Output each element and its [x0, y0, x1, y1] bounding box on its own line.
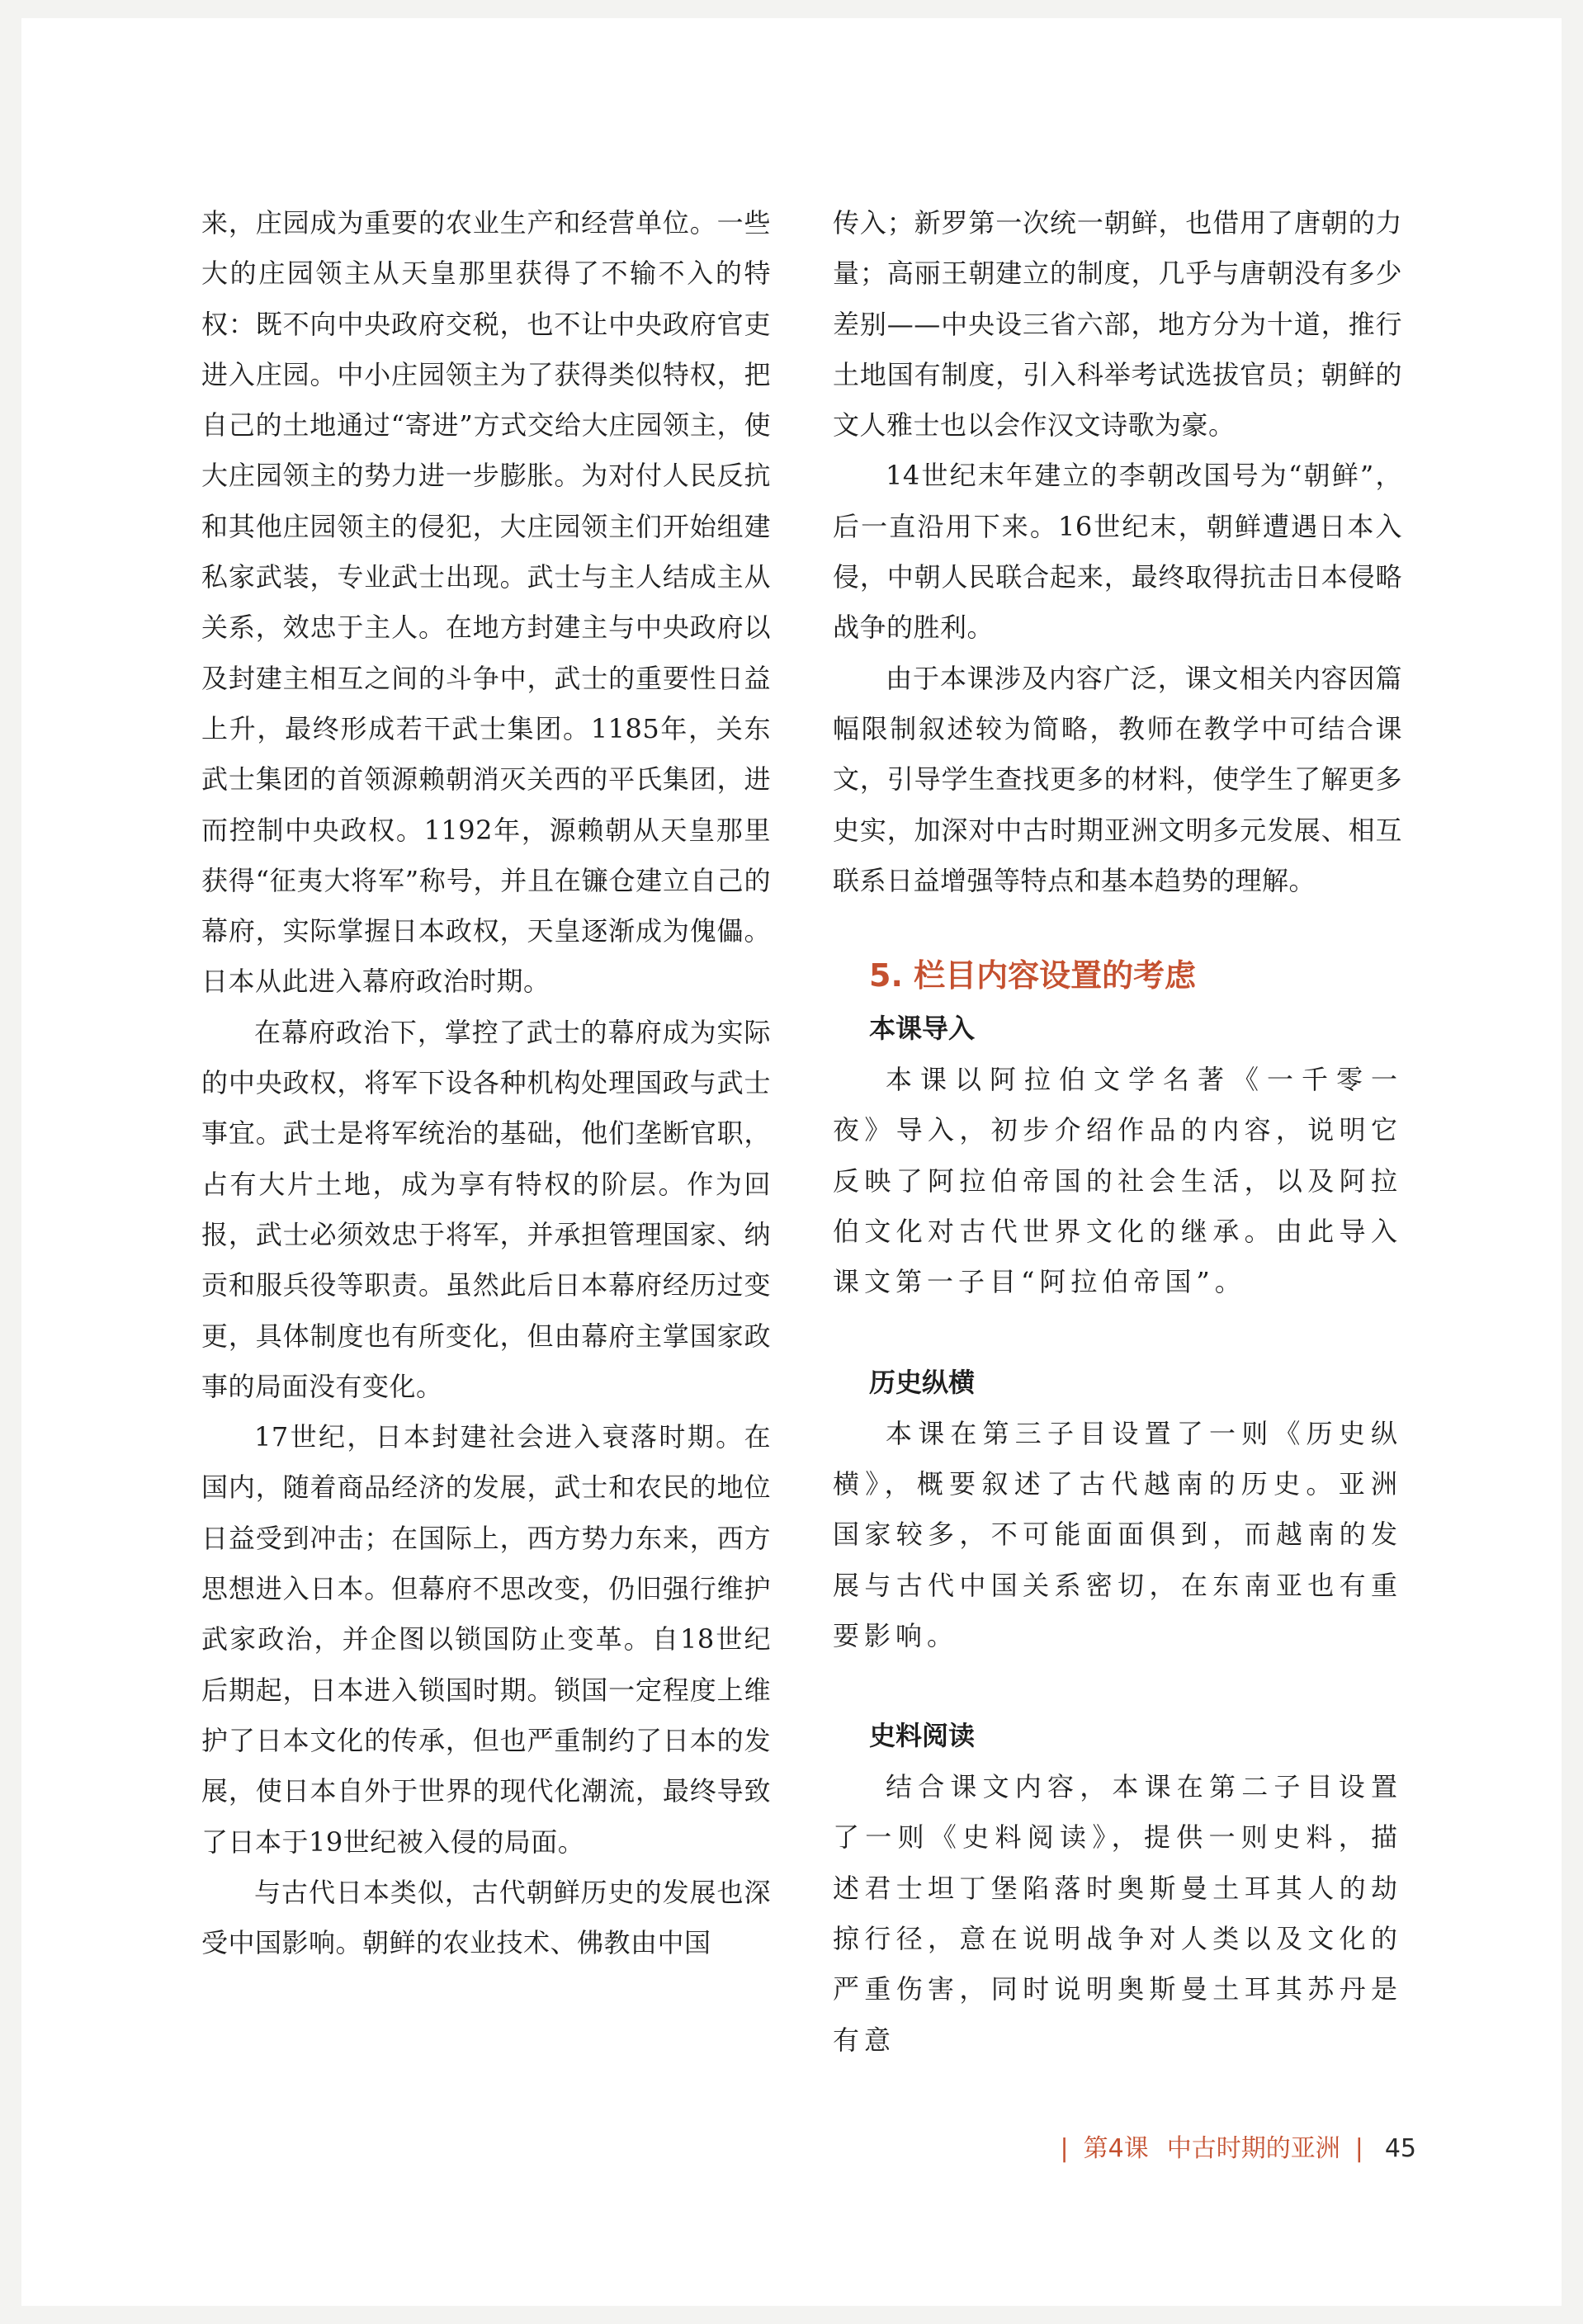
page-footer — [1046, 2133, 1417, 2166]
subsection-text-sources: 结合课文内容，本课在第二子目设置了一则《史料阅读》，提供一则史料，描述君士坦丁堡陷落时奥斯曼土耳其人的劫掠行径，意在说明战争对人类以及文化的严重伤害，同时说明奥斯曼土耳其苏丹是有意 — [833, 1771, 1402, 2056]
right-paragraph-1: 传入；新罗第一次统一朝鲜，也借用了唐朝的力量；高丽王朝建立的制度，几乎与唐朝没有多少差别——中央设三省六部，地方分为十道，推行土地国有制度，引入科举考试选拔官员；朝鲜的文人雅士也以会作汉文诗歌为豪。 — [833, 207, 1402, 442]
subsection-heading-intro: 本课导入 — [869, 1013, 976, 1045]
subsection-heading-sources: 史料阅读 — [869, 1720, 976, 1752]
page-number: 45 — [1384, 2134, 1416, 2163]
left-paragraph-1: 来，庄园成为重要的农业生产和经营单位。一些大的庄园领主从天皇那里获得了不输不入的特权：既不向中央政府交税，也不让中央政府官吏进入庄园。中小庄园领主为了获得类似特权，把自己的土地通过“寄进”方式交给大庄园领主，使大庄园领主的势力进一步膨胀。为对付人民反抗和其他庄园领主的侵犯，大庄园领主们开始组建私家武装，专业武士出现。武士与主人结成主从关系，效忠于主人。在地方封建主与中央政府以及封建主相互之间的斗争中，武士的重要性日益上升，最终形成若干武士集团。1185年，关东武士集团的首领源赖朝消灭关西的平氏集团，进而控制中央政权。1192年，源赖朝从天皇那里获得“征夷大将军”称号，并且在镰仓建立自己的幕府，实际掌握日本政权，天皇逐渐成为傀儡。日本从此进入幕府政治时期。 — [201, 207, 771, 998]
subsection-text-intro: 本课以阿拉伯文学名著《一千零一夜》导入，初步介绍作品的内容，说明它反映了阿拉伯帝国的社会生活，以及阿拉伯文化对古代世界文化的继承。由此导入课文第一子目“阿拉伯帝国”。 — [833, 1064, 1402, 1298]
left-paragraph-4: 与古代日本类似，古代朝鲜历史的发展也深受中国影响。朝鲜的农业技术、佛教由中国 — [201, 1876, 771, 1959]
textbook-page — [21, 18, 1562, 2306]
subsection-text-history: 本课在第三子目设置了一则《历史纵横》，概要叙述了古代越南的历史。亚洲国家较多，不可能面面俱到，而越南的发展与古代中国关系密切，在东南亚也有重要影响。 — [833, 1417, 1402, 1651]
section-title: 5. 栏目内容设置的考虑 — [869, 957, 1197, 994]
footer-separator-right: | — [1354, 2134, 1363, 2163]
subsection-heading-history: 历史纵横 — [869, 1366, 976, 1398]
footer-separator-left: | — [1060, 2134, 1069, 2163]
left-paragraph-3: 17世纪，日本封建社会进入衰落时期。在国内，随着商品经济的发展，武士和农民的地位日益受到冲击；在国际上，西方势力东来，西方思想进入日本。但幕府不思改变，仍旧强行维护武家政治，并企图以锁国防止变革。自18世纪后期起，日本进入锁国时期。锁国一定程度上维护了日本文化的传承，但也严重制约了日本的发展，使日本自外于世界的现代化潮流，最终导致了日本于19世纪被入侵的局面。 — [201, 1421, 771, 1858]
footer-title: 中古时期的亚洲 — [1166, 2134, 1340, 2163]
right-paragraph-2: 14世纪末年建立的李朝改国号为“朝鲜”，后一直沿用下来。16世纪末，朝鲜遭遇日本入侵，中朝人民联合起来，最终取得抗击日本侵略战争的胜利。 — [833, 460, 1402, 644]
right-column — [833, 198, 1402, 2066]
left-column — [201, 198, 771, 1968]
right-paragraph-3: 由于本课涉及内容广泛，课文相关内容因篇幅限制叙述较为简略，教师在教学中可结合课文，引导学生查找更多的材料，使学生了解更多史实，加深对中古时期亚洲文明多元发展、相互联系日益增强等特点和基本趋势的理解。 — [833, 662, 1402, 896]
left-paragraph-2: 在幕府政治下，掌控了武士的幕府成为实际的中央政权，将军下设各种机构处理国政与武士事宜。武士是将军统治的基础，他们垄断官职，占有大片土地，成为享有特权的阶层。作为回报，武士必须效忠于将军，并承担管理国家、纳贡和服兵役等职责。虽然此后日本幕府经历过变更，具体制度也有所变化，但由幕府主掌国家政事的局面没有变化。 — [201, 1016, 771, 1402]
footer-lesson: 第4课 — [1083, 2134, 1149, 2163]
